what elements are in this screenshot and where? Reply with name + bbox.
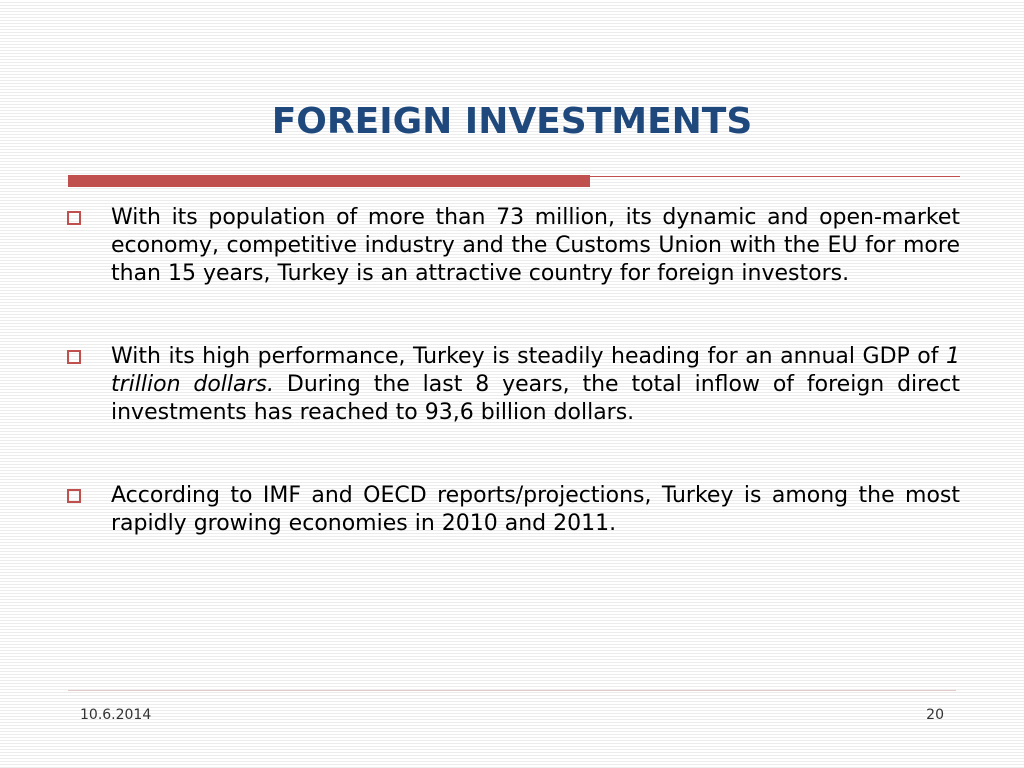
bullet-list bbox=[64, 204, 960, 538]
bullet-text-part: With its high performance, Turkey is steadily heading for an annual GDP of bbox=[111, 344, 946, 369]
page-number: 20 bbox=[926, 707, 944, 723]
footer-divider-line bbox=[68, 690, 956, 691]
bullet-item bbox=[64, 482, 960, 538]
title-accent-bar bbox=[68, 175, 590, 187]
bullet-text-emphasis: 1 trillion dollars. bbox=[111, 344, 960, 397]
hollow-square-icon bbox=[67, 211, 81, 225]
slide-title: FOREIGN INVESTMENTS bbox=[271, 101, 753, 142]
footer-date: 10.6.2014 bbox=[80, 707, 152, 723]
bullet-text: With its population of more than 73 million, its dynamic and open-market economy, competitive industry and the Customs Union with the EU for more than 15 years, Turkey is an attractive country for foreign investors. bbox=[111, 205, 960, 286]
hollow-square-icon bbox=[67, 350, 81, 364]
bullet-item bbox=[64, 204, 960, 288]
bullet-text bbox=[111, 344, 960, 425]
bullet-text-part: During the last 8 years, the total inflow of foreign direct investments has reached to 93,6 billion dollars. bbox=[111, 372, 960, 425]
bullet-item bbox=[64, 343, 960, 427]
hollow-square-icon bbox=[67, 489, 81, 503]
bullet-text: According to IMF and OECD reports/projections, Turkey is among the most rapidly growing economies in 2010 and 2011. bbox=[111, 483, 960, 536]
title-divider-line bbox=[590, 176, 960, 177]
